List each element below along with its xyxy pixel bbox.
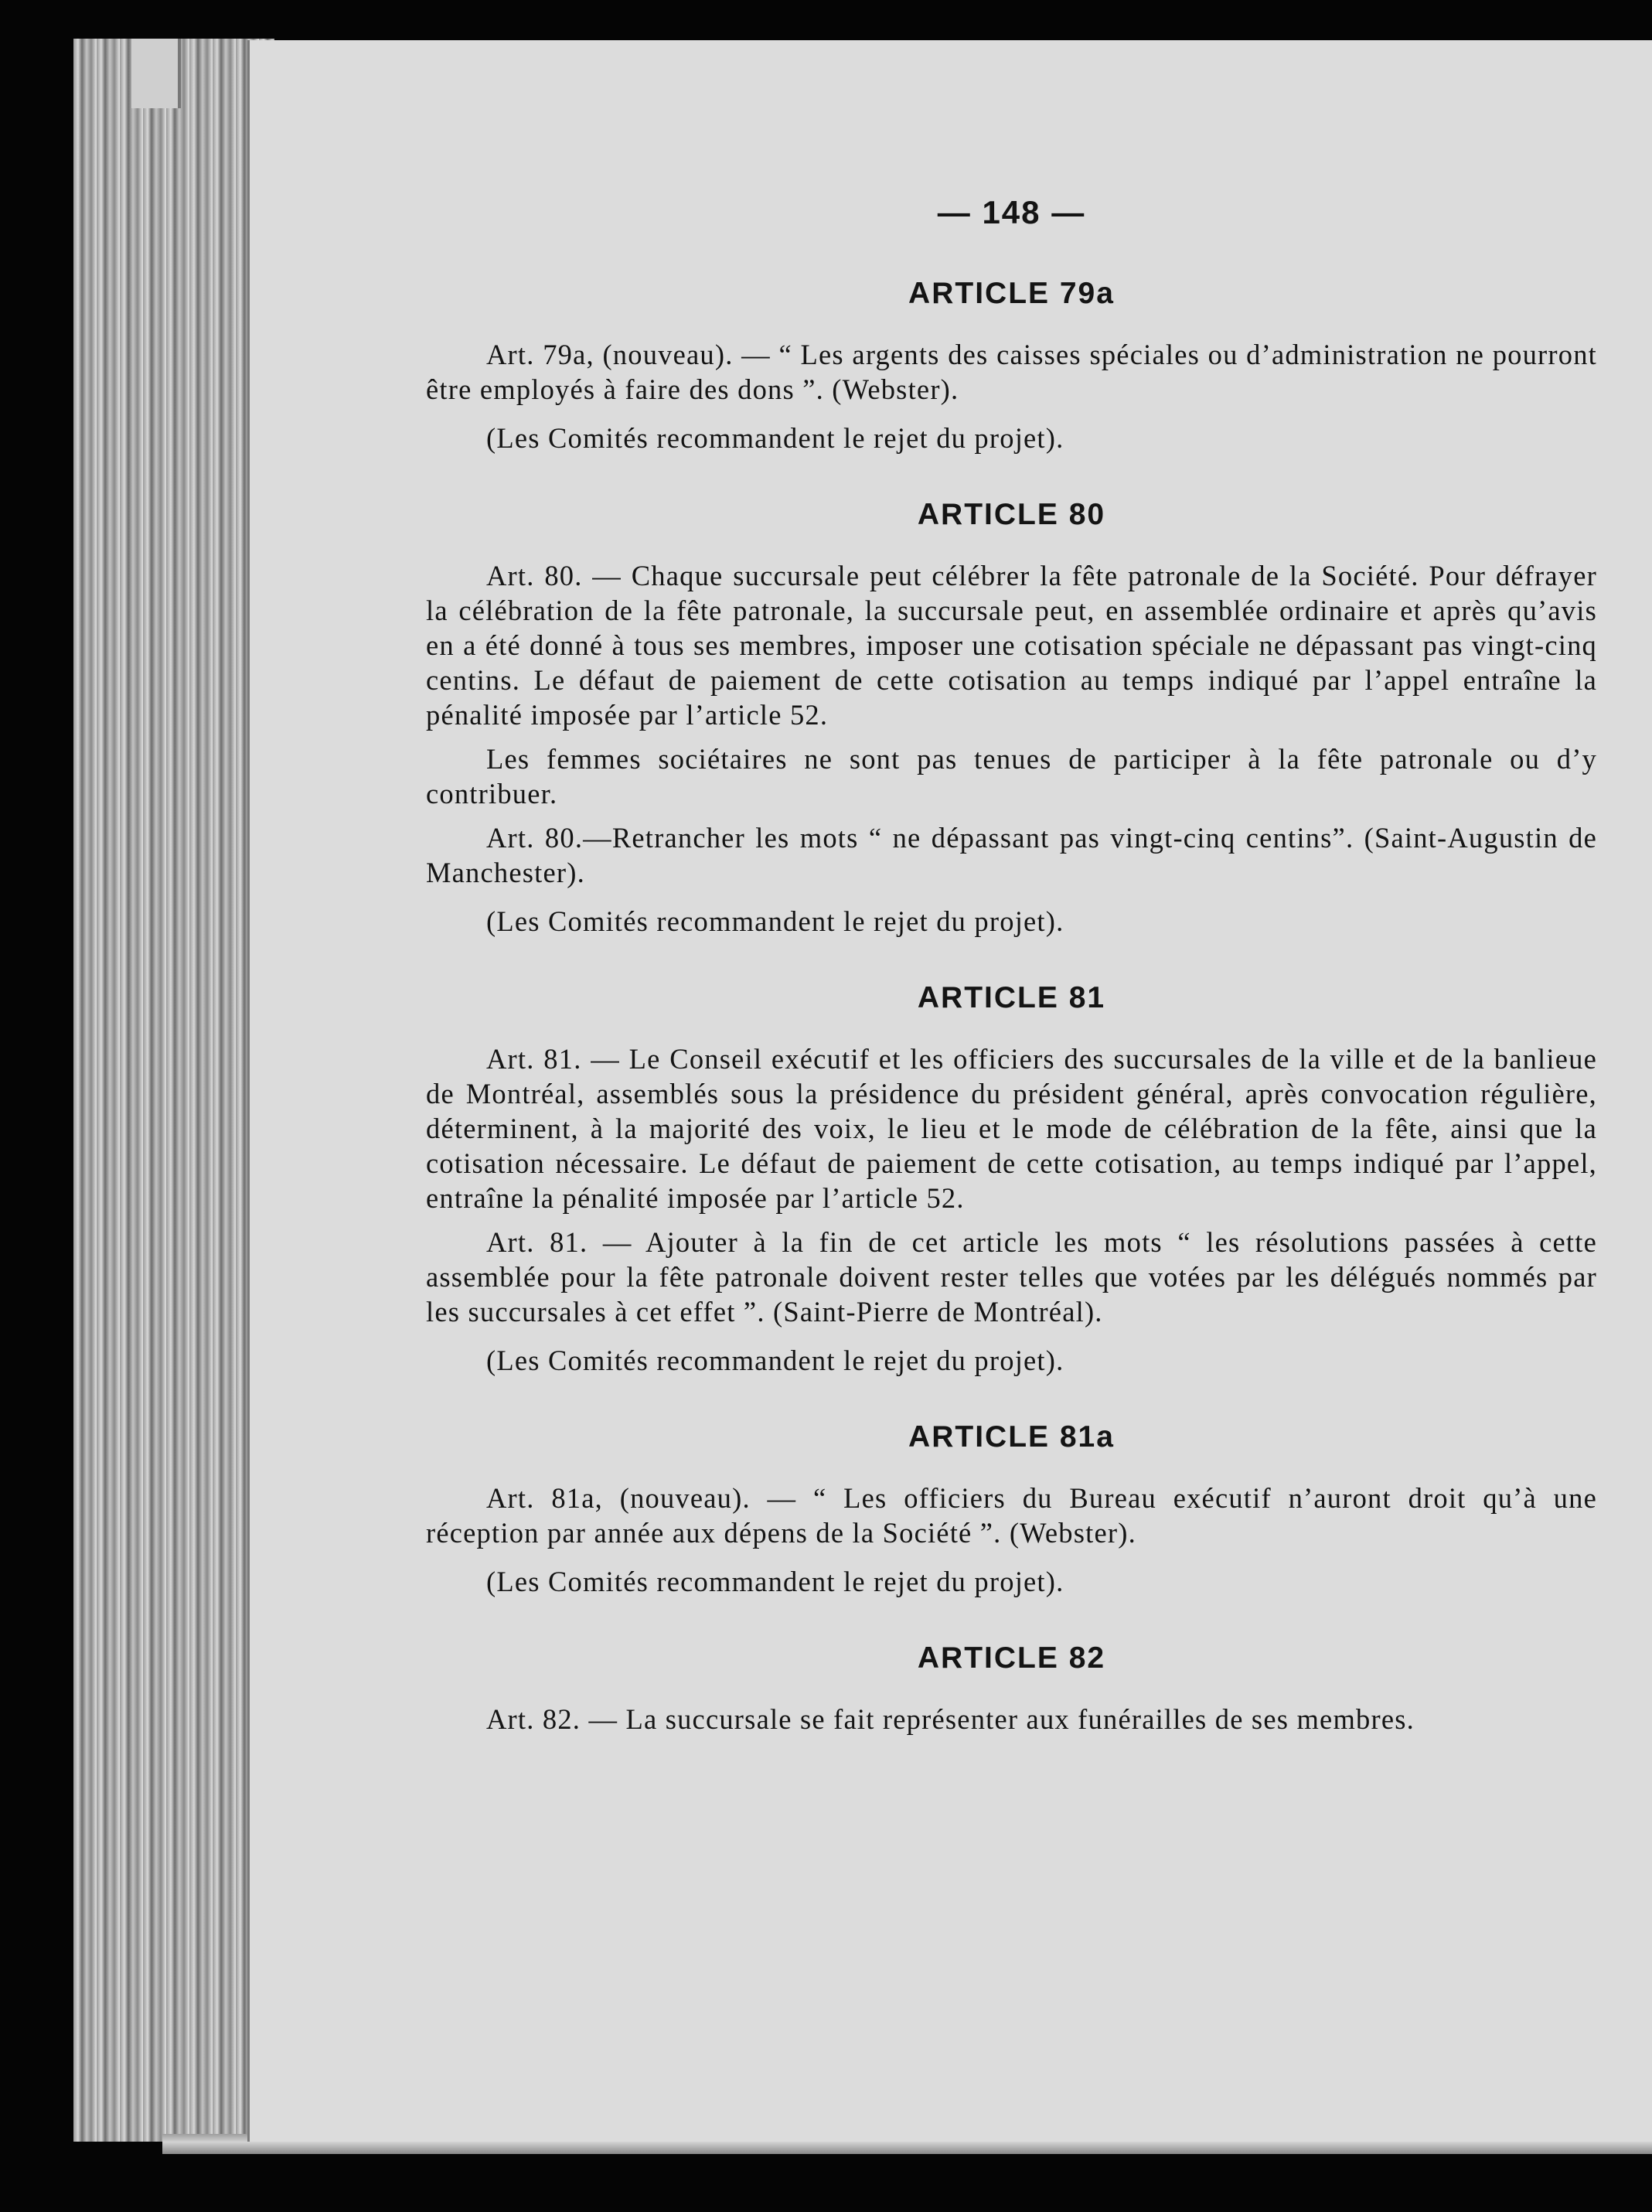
section-article-82: [426, 1641, 1597, 1737]
article-paragraph: Art. 79a, (nouveau). — “ Les argents des caisses spéciales ou d’administration ne pourront être employés à faire des dons ”. (Webster).: [426, 339, 1597, 405]
section-article-80: [426, 497, 1597, 939]
page-tab-edge: [131, 39, 181, 108]
committee-note: (Les Comités recommandent le rejet du projet).: [486, 1566, 1064, 1597]
book-page-edges: [73, 39, 274, 2142]
article-heading: ARTICLE 79a: [908, 277, 1115, 310]
article-heading: ARTICLE 81a: [908, 1420, 1115, 1454]
committee-note: (Les Comités recommandent le rejet du projet).: [486, 905, 1064, 937]
page-content: [426, 195, 1597, 1778]
section-article-79a: [426, 276, 1597, 455]
section-article-81: [426, 980, 1597, 1378]
committee-note: (Les Comités recommandent le rejet du projet).: [486, 1345, 1064, 1376]
article-paragraph: Art. 81a, (nouveau). — “ Les officiers du Bureau exécutif n’auront droit qu’à une réception par année aux dépens de la Société ”. (Webster).: [426, 1482, 1597, 1549]
amendment-paragraph: Art. 81. — Ajouter à la fin de cet article les mots “ les résolutions passées à cette assemblée pour la fête patronale doivent rester telles que votées par les délégués nommés par les succursales à cet effet ”. (Saint-Pierre de Montréal).: [426, 1226, 1597, 1328]
page-number: — 148 —: [937, 194, 1086, 230]
article-paragraph: Art. 80. — Chaque succursale peut célébrer la fête patronale de la Société. Pour défrayer la célébration de la fête patronale, la succursale peut, en assemblée ordinaire et après qu’avis en a été donné à tous ses membres, imposer une cotisation spéciale ne dépassant pas vingt-cinq centins. Le défaut de paiement de cette cotisation au temps indiqué par l’appel entraîne la pénalité imposée par l’article 52.: [426, 560, 1597, 731]
book-page: [247, 40, 1652, 2142]
committee-note: (Les Comités recommandent le rejet du projet).: [486, 422, 1064, 454]
article-heading: ARTICLE 80: [917, 498, 1106, 531]
article-heading: ARTICLE 82: [917, 1641, 1106, 1675]
article-paragraph: Les femmes sociétaires ne sont pas tenues de participer à la fête patronale ou d’y contribuer.: [426, 743, 1597, 809]
article-paragraph: Art. 81. — Le Conseil exécutif et les officiers des succursales de la ville et de la banlieue de Montréal, assemblés sous la présidence du président général, après convocation régulière, déterminent, à la majorité des voix, le lieu et le mode de célébration de la fête, ainsi que la cotisation nécessaire. Le défaut de paiement de cette cotisation, au temps indiqué par l’appel, entraîne la pénalité imposée par l’article 52.: [426, 1043, 1597, 1214]
article-heading: ARTICLE 81: [917, 981, 1106, 1014]
amendment-paragraph: Art. 80.—Retrancher les mots “ ne dépassant pas vingt-cinq centins”. (Saint-Augustin de Manchester).: [426, 822, 1597, 888]
section-article-81a: [426, 1420, 1597, 1599]
article-paragraph: Art. 82. — La succursale se fait représenter aux funérailles de ses membres.: [486, 1703, 1415, 1735]
